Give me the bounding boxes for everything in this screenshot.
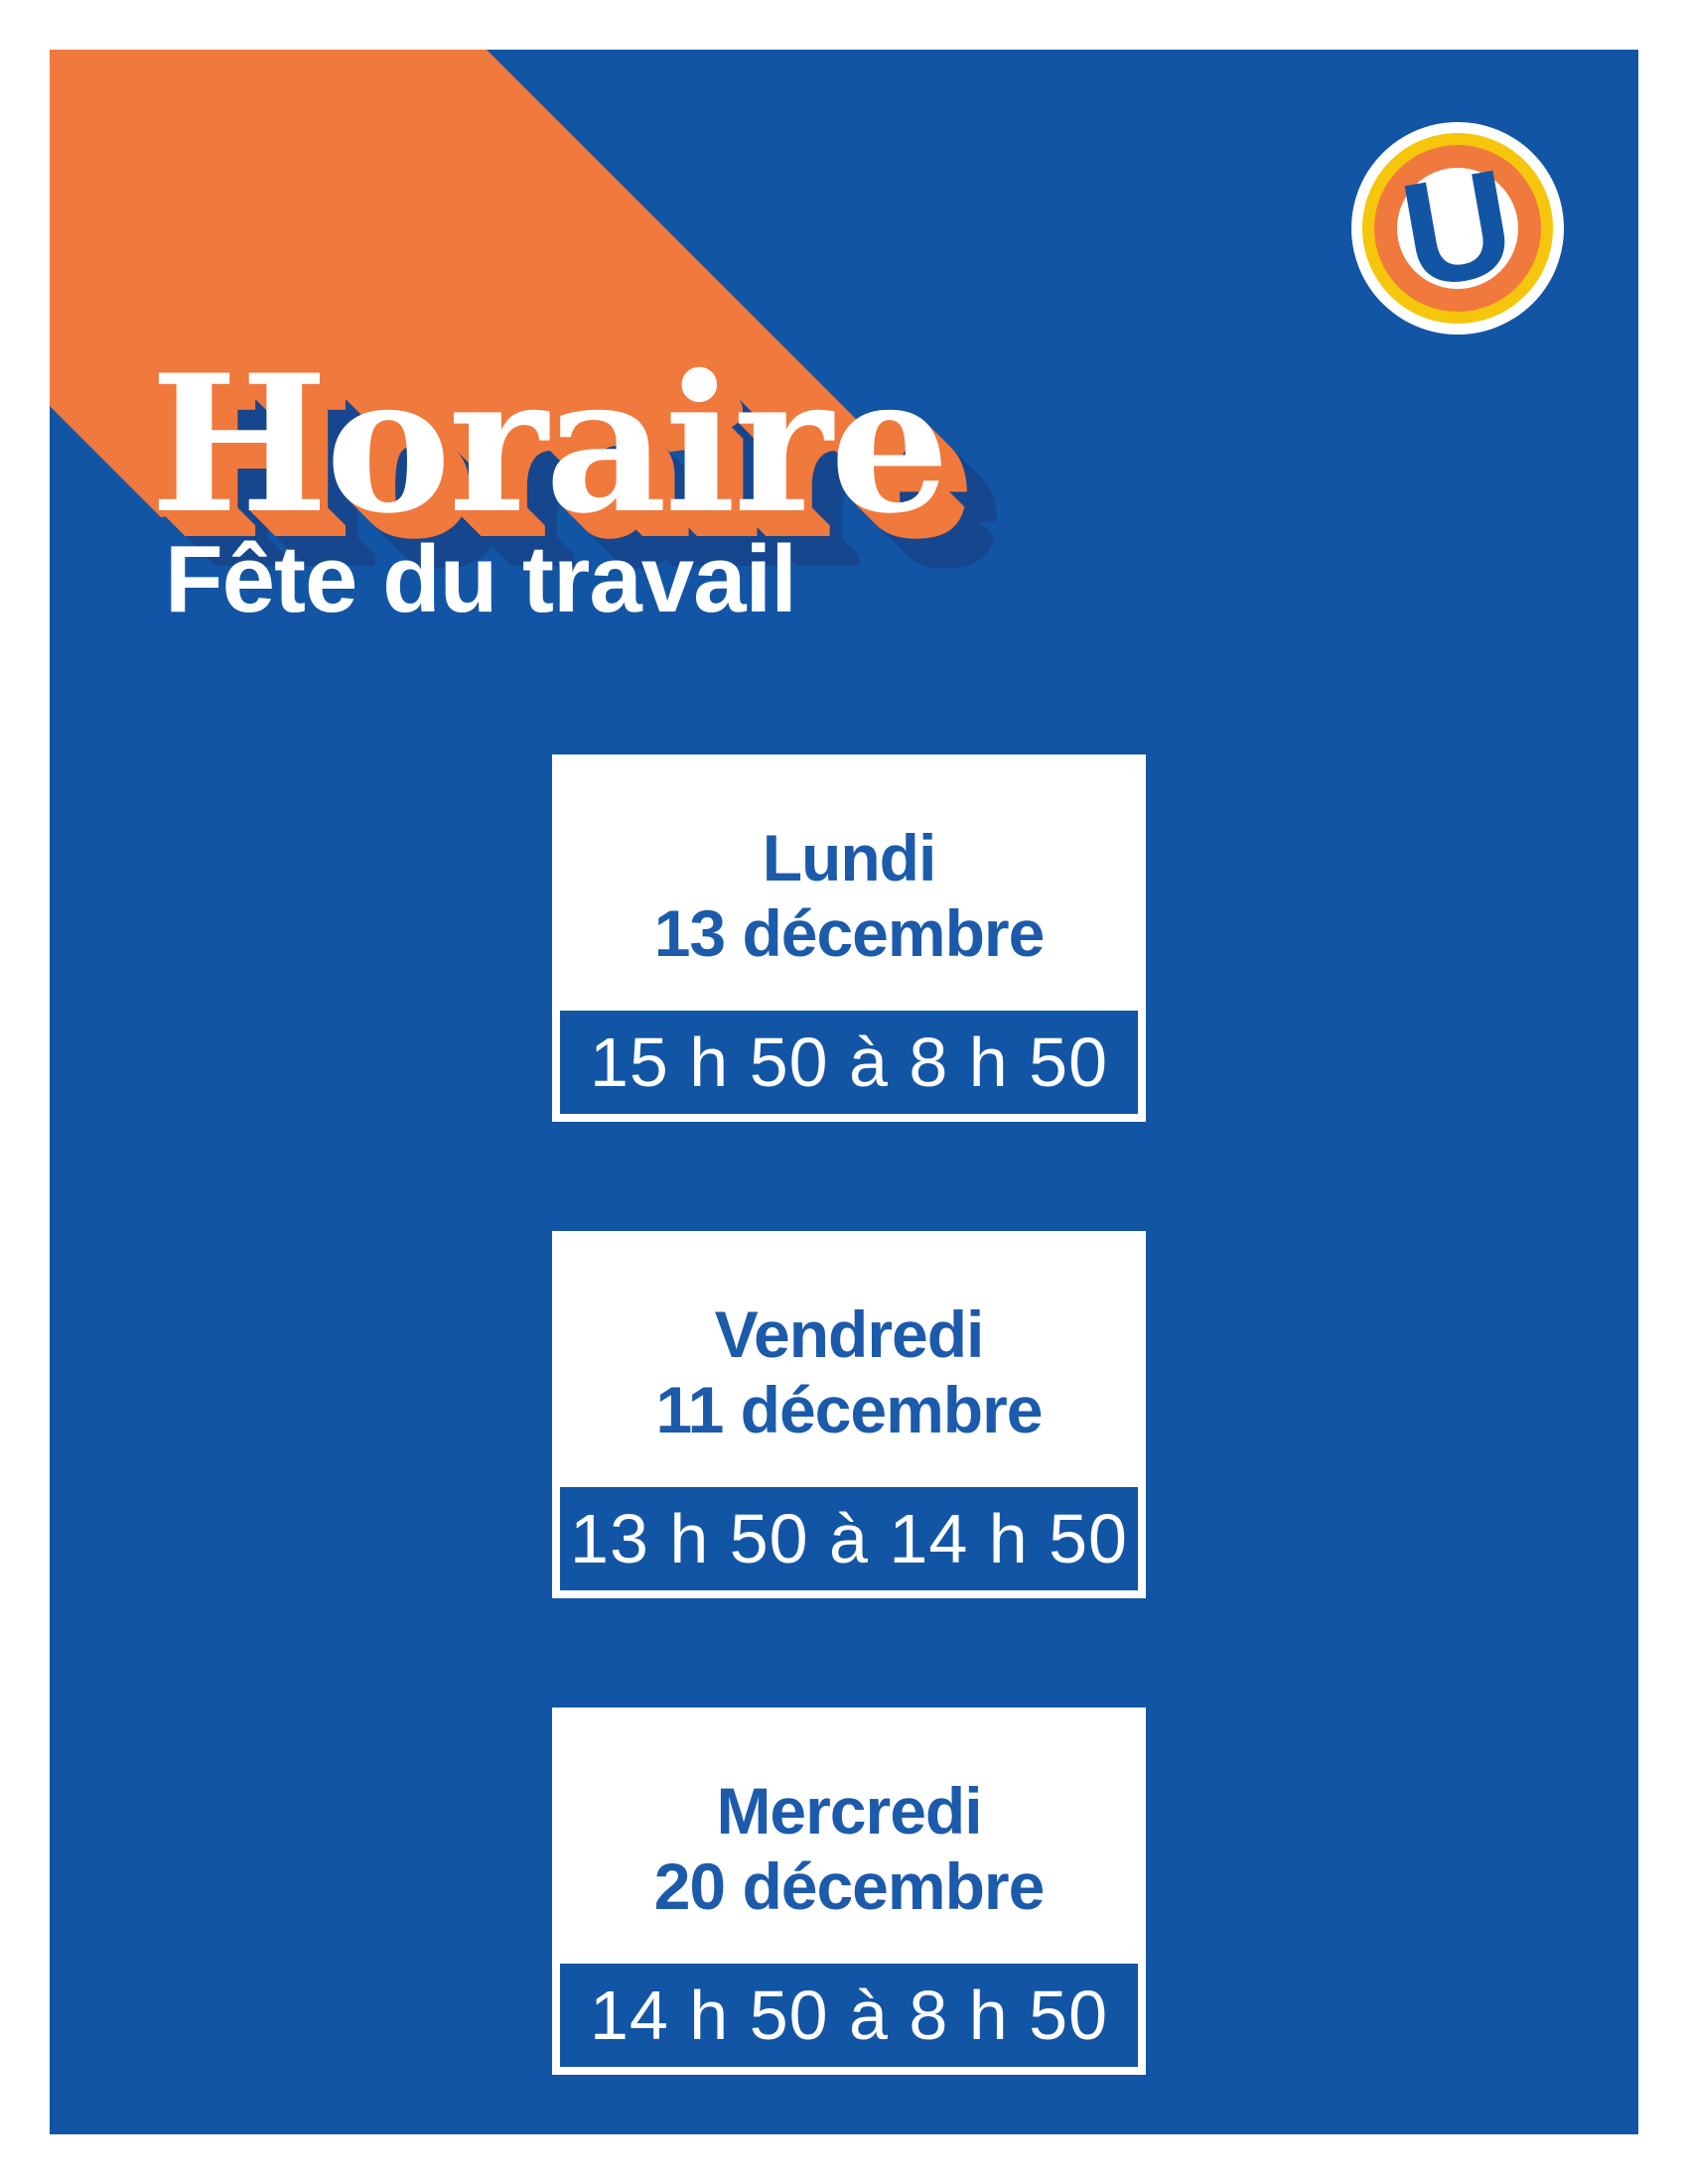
time-label: 15 h 50 à 8 h 50 xyxy=(590,1024,1108,1101)
time-label: 13 h 50 à 14 h 50 xyxy=(570,1500,1128,1577)
time-bar xyxy=(560,1011,1138,1114)
page-subtitle: Fête du travail xyxy=(165,526,796,632)
schedule-card xyxy=(552,1231,1146,1598)
brand-logo xyxy=(1351,122,1564,335)
date-label: 11 décembre xyxy=(655,1373,1043,1446)
time-bar xyxy=(560,1964,1138,2067)
day-label: Vendredi xyxy=(714,1297,984,1371)
day-label: Lundi xyxy=(762,821,936,894)
day-label: Mercredi xyxy=(716,1774,982,1847)
schedule-card xyxy=(552,754,1146,1122)
card-date-zone xyxy=(552,1231,1146,1487)
schedule-card xyxy=(552,1707,1146,2075)
time-bar xyxy=(560,1487,1138,1590)
time-label: 14 h 50 à 8 h 50 xyxy=(590,1977,1108,2054)
card-date-zone xyxy=(552,754,1146,1011)
date-label: 13 décembre xyxy=(653,896,1045,970)
logo-u-letter: U xyxy=(1390,136,1525,321)
card-date-zone xyxy=(552,1707,1146,1964)
date-label: 20 décembre xyxy=(653,1849,1045,1923)
page-title: Horaire xyxy=(150,334,947,555)
poster-content xyxy=(50,50,1638,2134)
